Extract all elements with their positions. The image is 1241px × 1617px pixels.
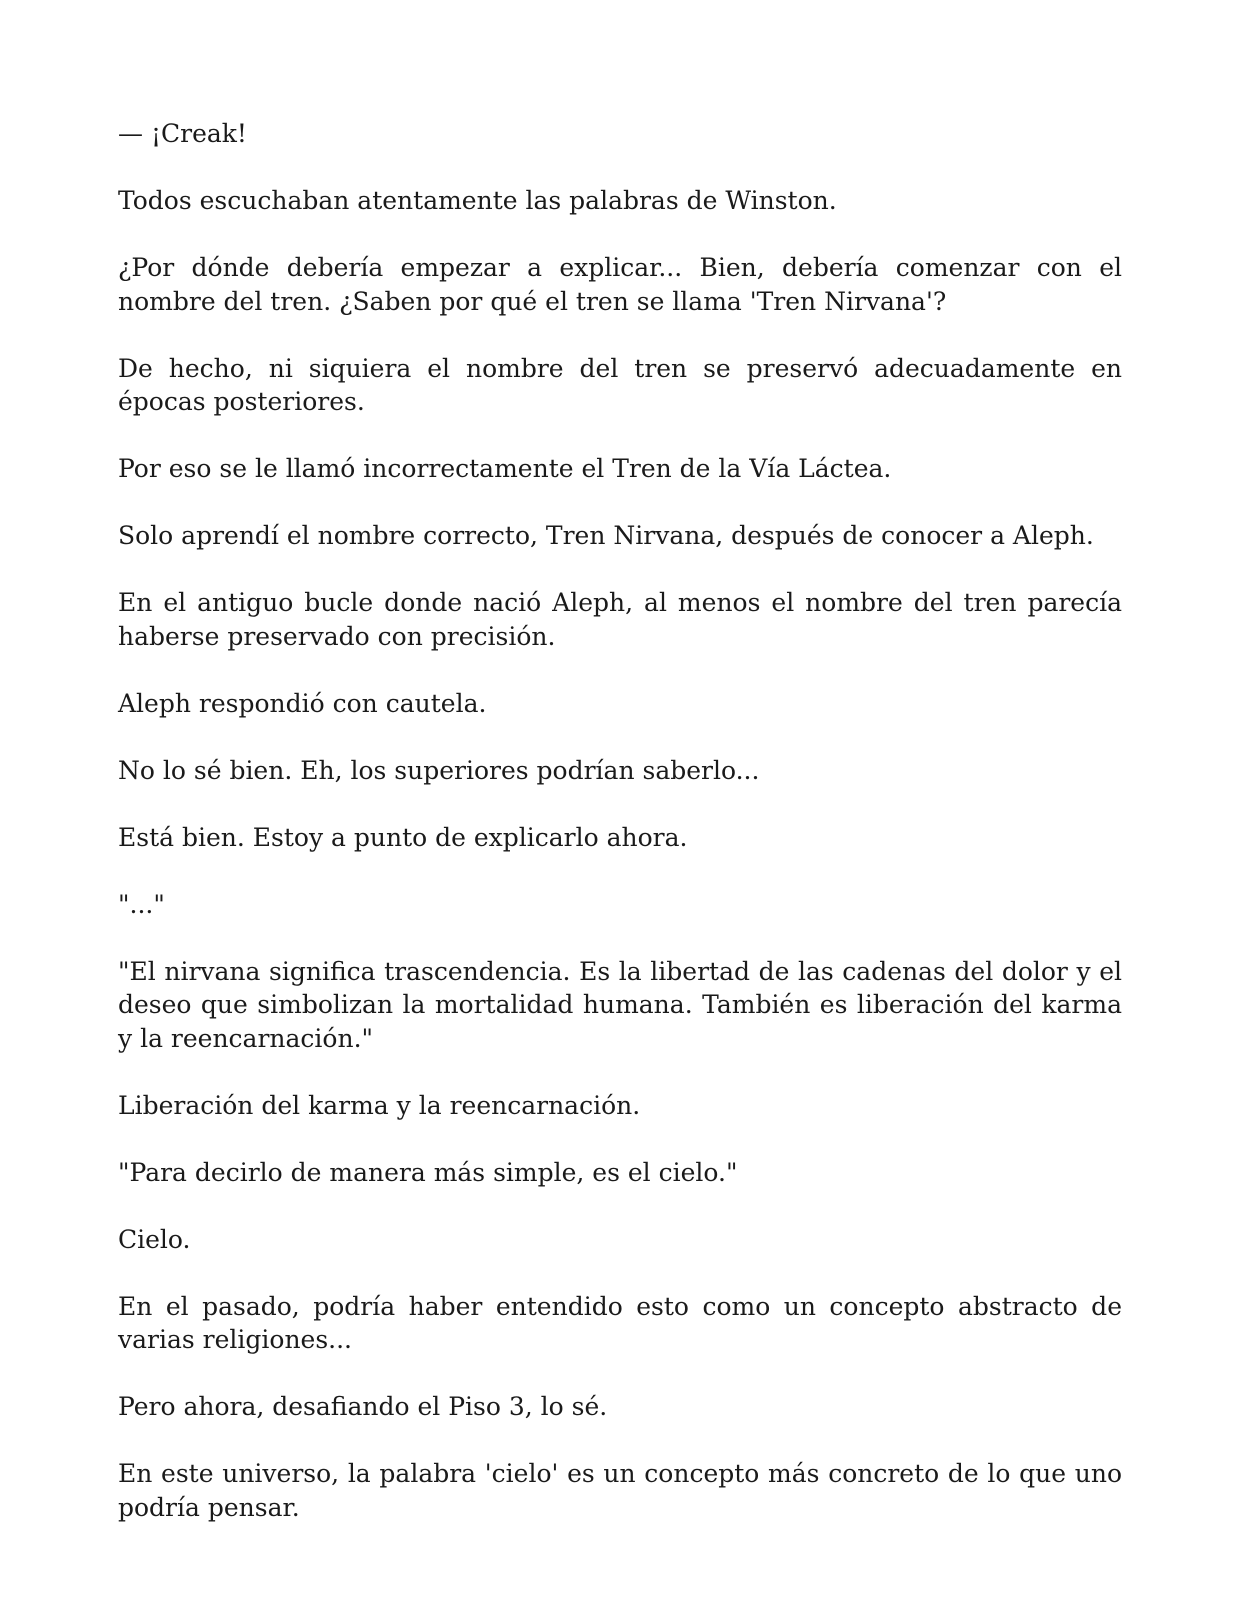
paragraph-ancient-loop: En el antiguo bucle donde nació Aleph, al menos el nombre del tren parecía haberse preservado con precisión.	[118, 588, 1122, 651]
paragraph-milky-way-train: Por eso se le llamó incorrectamente el Tren de la Vía Láctea.	[118, 454, 892, 483]
paragraph-floor-3: Pero ahora, desafiando el Piso 3, lo sé.	[118, 1392, 608, 1421]
paragraph-train-name-question: ¿Por dónde debería empezar a explicar... Bien, debería comenzar con el nombre del tren. ¿Saben por qué el tren se llama 'Tren Nirvana'?	[118, 253, 1122, 316]
document-page	[118, 117, 1122, 1524]
paragraph-about-to-explain: Está bien. Estoy a punto de explicarlo ahora.	[118, 822, 688, 852]
paragraph-aleph-responded: Aleph respondió con cautela.	[118, 688, 487, 718]
paragraph-simply-heaven: "Para decirlo de manera más simple, es el cielo."	[118, 1157, 738, 1187]
paragraph-dont-know: No lo sé bien. Eh, los superiores podrían saberlo...	[118, 755, 760, 785]
paragraph-nirvana-meaning: "El nirvana significa trascendencia. Es la libertad de las cadenas del dolor y el deseo que simbolizan la mortalidad humana. También es liberación del karma y la reencarnación."	[118, 956, 1122, 1053]
paragraph-winston-listening: Todos escuchaban atentamente las palabras de Winston.	[118, 186, 837, 215]
paragraph-creak: — ¡Creak!	[118, 119, 247, 148]
paragraph-abstract-concept: En el pasado, podría haber entendido esto como un concepto abstracto de varias religiones...	[118, 1291, 1122, 1354]
paragraph-ellipsis: "..."	[118, 889, 165, 919]
paragraph-learned-correct-name: Solo aprendí el nombre correcto, Tren Nirvana, después de conocer a Aleph.	[118, 521, 1094, 550]
paragraph-cielo: Cielo.	[118, 1224, 191, 1254]
paragraph-name-not-preserved: De hecho, ni siquiera el nombre del tren se preservó adecuadamente en épocas posteriores.	[118, 353, 1122, 416]
paragraph-karma-liberation: Liberación del karma y la reencarnación.	[118, 1090, 641, 1120]
paragraph-concrete-concept: En este universo, la palabra 'cielo' es un concepto más concreto de lo que uno podría pensar.	[118, 1459, 1122, 1522]
